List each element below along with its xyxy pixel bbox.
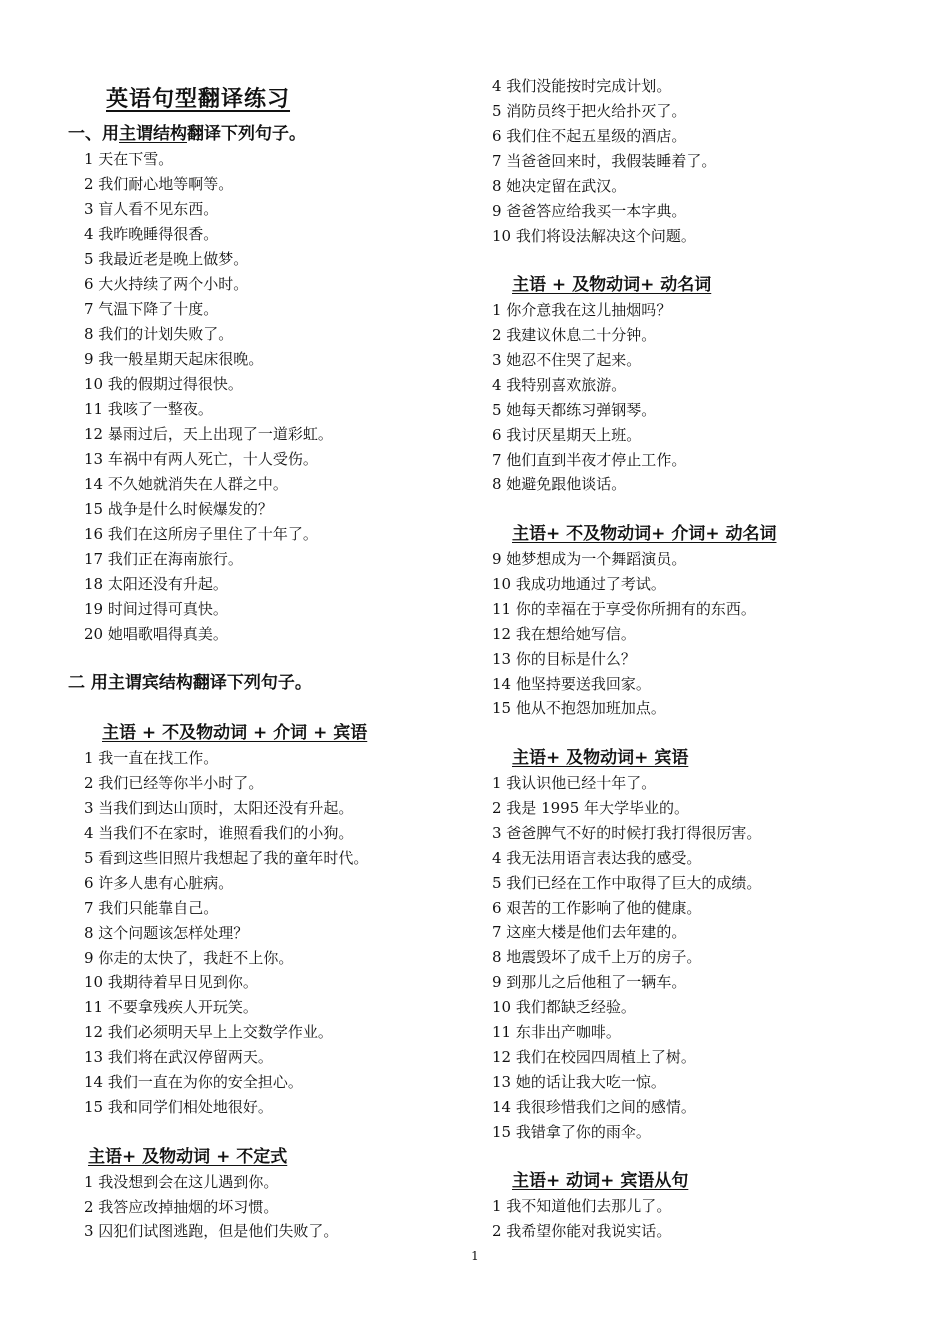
list-item: 15 我错拿了你的雨伞。 (492, 1123, 651, 1141)
list-item: 12 我们必须明天早上上交数学作业。 (84, 1023, 333, 1041)
subsection-heading: 主语 + 不及物动词 + 介词 + 宾语 (102, 723, 368, 743)
list-item: 5 她每天都练习弹钢琴。 (492, 401, 657, 419)
list-item: 2 我希望你能对我说实话。 (492, 1222, 672, 1240)
list-item: 10 我成功地通过了考试。 (492, 575, 666, 593)
list-item: 3 囚犯们试图逃跑，但是他们失败了。 (84, 1222, 339, 1240)
list-item: 12 暴雨过后，天上出现了一道彩虹。 (84, 425, 333, 443)
list-item: 1 天在下雪。 (84, 150, 174, 168)
list-item: 8 我们的计划失败了。 (84, 325, 234, 343)
list-item: 17 我们正在海南旅行。 (84, 550, 243, 568)
list-item: 8 地震毁坏了成千上万的房子。 (492, 948, 702, 966)
document-title: 英语句型翻译练习 (106, 86, 291, 112)
list-item: 1 我认识他已经十年了。 (492, 774, 657, 792)
list-item: 13 你的目标是什么？ (492, 650, 636, 668)
list-item: 7 当爸爸回来时，我假装睡着了。 (492, 152, 717, 170)
list-item: 6 许多人患有心脏病。 (84, 874, 234, 892)
list-item: 15 我和同学们相处地很好。 (84, 1098, 273, 1116)
list-item: 2 我答应改掉抽烟的坏习惯。 (84, 1198, 279, 1216)
list-item: 6 我讨厌星期天上班。 (492, 426, 642, 444)
list-item: 4 当我们不在家时，谁照看我们的小狗。 (84, 824, 354, 842)
list-item: 4 我特别喜欢旅游。 (492, 376, 627, 394)
subsection-heading: 主语+ 动词+ 宾语从句 (512, 1171, 689, 1191)
list-item: 11 你的幸福在于享受你所拥有的东西。 (492, 600, 756, 618)
list-item: 6 大火持续了两个小时。 (84, 275, 249, 293)
list-item: 1 你介意我在这儿抽烟吗？ (492, 301, 672, 319)
list-item: 6 我们住不起五星级的酒店。 (492, 127, 687, 145)
list-item: 4 我昨晚睡得很香。 (84, 225, 219, 243)
list-item: 7 这座大楼是他们去年建的。 (492, 923, 687, 941)
list-item: 4 我们没能按时完成计划。 (492, 77, 672, 95)
list-item: 3 她忍不住哭了起来。 (492, 351, 642, 369)
list-item: 18 太阳还没有升起。 (84, 575, 228, 593)
list-item: 7 他们直到半夜才停止工作。 (492, 451, 687, 469)
list-item: 10 我们将设法解决这个问题。 (492, 227, 696, 245)
list-item: 4 我无法用语言表达我的感受。 (492, 849, 702, 867)
list-item: 11 我咳了一整夜。 (84, 400, 213, 418)
list-item: 5 我最近老是晚上做梦。 (84, 250, 249, 268)
list-item: 2 我们已经等你半小时了。 (84, 774, 264, 792)
list-item: 9 我一般星期天起床很晚。 (84, 350, 264, 368)
list-item: 10 我们都缺乏经验。 (492, 998, 636, 1016)
list-item: 13 她的话让我大吃一惊。 (492, 1073, 666, 1091)
list-item: 7 我们只能靠自己。 (84, 899, 219, 917)
list-item: 3 当我们到达山顶时，太阳还没有升起。 (84, 799, 354, 817)
section-1-heading: 一、用主谓结构翻译下列句子。 (68, 124, 306, 144)
list-item: 19 时间过得可真快。 (84, 600, 228, 618)
list-item: 10 我期待着早日见到你。 (84, 973, 258, 991)
list-item: 2 我是 1995 年大学毕业的。 (492, 799, 690, 817)
subsection-heading: 主语+ 及物动词 + 不定式 (88, 1147, 288, 1167)
list-item: 13 我们将在武汉停留两天。 (84, 1048, 273, 1066)
page-number: 1 (471, 1249, 479, 1263)
list-item: 1 我不知道他们去那儿了。 (492, 1197, 672, 1215)
list-item: 7 气温下降了十度。 (84, 300, 219, 318)
list-item: 5 看到这些旧照片我想起了我的童年时代。 (84, 849, 369, 867)
list-item: 2 我们耐心地等啊等。 (84, 175, 234, 193)
list-item: 9 到那儿之后他租了一辆车。 (492, 973, 687, 991)
subsection-heading: 主语 + 及物动词+ 动名词 (512, 275, 712, 295)
list-item: 3 盲人看不见东西。 (84, 200, 219, 218)
list-item: 15 战争是什么时候爆发的？ (84, 500, 273, 518)
list-item: 5 我们已经在工作中取得了巨大的成绩。 (492, 874, 762, 892)
list-item: 6 艰苦的工作影响了他的健康。 (492, 899, 702, 917)
section-2-heading: 二 用主谓宾结构翻译下列句子。 (68, 673, 312, 693)
subsection-heading: 主语+ 不及物动词+ 介词+ 动名词 (512, 524, 777, 544)
list-item: 11 不要拿残疾人开玩笑。 (84, 998, 258, 1016)
list-item: 14 不久她就消失在人群之中。 (84, 475, 288, 493)
list-item: 12 我在想给她写信。 (492, 625, 636, 643)
list-item: 3 爸爸脾气不好的时候打我打得很厉害。 (492, 824, 762, 842)
list-item: 1 我没想到会在这儿遇到你。 (84, 1173, 279, 1191)
list-item: 16 我们在这所房子里住了十年了。 (84, 525, 318, 543)
list-item: 8 这个问题该怎样处理？ (84, 924, 249, 942)
list-item: 8 她避免跟他谈话。 (492, 475, 627, 493)
list-item: 2 我建议休息二十分钟。 (492, 326, 657, 344)
list-item: 20 她唱歌唱得真美。 (84, 625, 228, 643)
list-item: 14 他坚持要送我回家。 (492, 675, 651, 693)
list-item: 8 她决定留在武汉。 (492, 177, 627, 195)
list-item: 9 她梦想成为一个舞蹈演员。 (492, 550, 687, 568)
list-item: 14 我们一直在为你的安全担心。 (84, 1073, 303, 1091)
list-item: 9 爸爸答应给我买一本字典。 (492, 202, 687, 220)
list-item: 1 我一直在找工作。 (84, 749, 219, 767)
list-item: 13 车祸中有两人死亡，十人受伤。 (84, 450, 318, 468)
subsection-heading: 主语+ 及物动词+ 宾语 (512, 748, 689, 768)
list-item: 14 我很珍惜我们之间的感情。 (492, 1098, 696, 1116)
list-item: 5 消防员终于把火给扑灭了。 (492, 102, 687, 120)
list-item: 10 我的假期过得很快。 (84, 375, 243, 393)
list-item: 15 他从不抱怨加班加点。 (492, 699, 666, 717)
list-item: 11 东非出产咖啡。 (492, 1023, 621, 1041)
list-item: 9 你走的太快了，我赶不上你。 (84, 949, 294, 967)
list-item: 12 我们在校园四周植上了树。 (492, 1048, 696, 1066)
